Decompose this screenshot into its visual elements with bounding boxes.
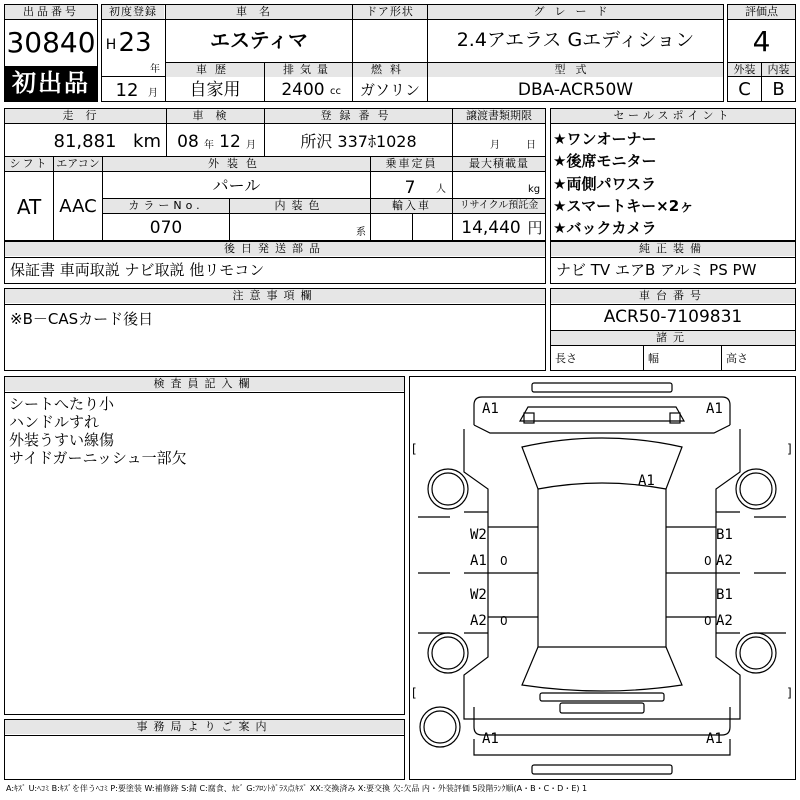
dims-label: 諸元 xyxy=(551,331,795,345)
displacement-label: 排気量 xyxy=(265,63,352,77)
first-reg-month: 12 xyxy=(115,80,139,101)
inspector-line-3: 外装うすい線傷 xyxy=(9,431,115,449)
fuel: ガソリン xyxy=(359,81,420,99)
legend: A:ｷｽﾞ U:ﾍｺﾐ B:ｷｽﾞを伴うﾍｺﾐ P:要塗装 W:補修跡 S:錆 C:腐食、ｶﾋﾞ G:ﾌﾛﾝﾄｶﾞﾗｽ点ｷｽﾞ XX:交換済み X:要交換 欠:欠品 内・外装評価 5段階ﾗﾝｸ順(A・B・C・D・E) 1 xyxy=(6,784,588,793)
svg-text:0: 0 xyxy=(704,614,712,628)
sales-point-2: ★後席モニター xyxy=(553,152,657,170)
mark-left-front-door-1: W2 xyxy=(470,527,487,543)
svg-text:]: ] xyxy=(787,442,792,456)
chassis-number: ACR50-7109831 xyxy=(603,307,743,327)
exterior-label: 外装 xyxy=(728,63,761,77)
maxload-unit: kg xyxy=(528,184,541,195)
interior-label: 内装 xyxy=(762,63,795,77)
grade-label: グレード xyxy=(428,5,723,19)
car-outline-svg xyxy=(410,377,795,779)
interior-color-label: 内装色 xyxy=(230,199,370,213)
mark-roof: A1 xyxy=(638,473,655,489)
notes-value: ※B－CASカード後日 xyxy=(10,310,154,328)
length-label: 長さ xyxy=(555,352,577,365)
interior-grade: B xyxy=(772,79,785,100)
inspection-year-unit: 年 xyxy=(204,140,214,151)
sales-point-4: ★スマートキー×2ヶ xyxy=(553,197,695,215)
plate-label: 登録番号 xyxy=(265,109,452,123)
recycle-label: リサイクル預託金 xyxy=(453,199,545,213)
model-code: DBA-ACR50W xyxy=(517,80,634,100)
sales-points-label: セールスポイント xyxy=(551,109,795,123)
car-name-label: 車名 xyxy=(166,5,352,19)
svg-text:]: ] xyxy=(787,686,792,700)
mileage-unit: km xyxy=(133,131,161,152)
svg-text:0: 0 xyxy=(500,614,508,628)
color-no: 070 xyxy=(149,218,183,238)
inspector-line-2: ハンドルすれ xyxy=(9,413,100,431)
mark-right-rear-door-1: B1 xyxy=(716,587,733,603)
capacity-unit: 人 xyxy=(436,184,446,195)
mark-left-front-door-2: A1 xyxy=(470,553,487,569)
displacement-unit: cc xyxy=(330,86,341,97)
displacement: 2400 xyxy=(281,80,325,100)
mark-right-rear-door-2: A2 xyxy=(716,613,733,629)
month-unit: 月 xyxy=(148,88,158,99)
first-reg-label: 初度登録 xyxy=(102,5,164,19)
svg-text:0: 0 xyxy=(500,554,508,568)
year-unit: 年 xyxy=(150,64,160,75)
inspector-label: 検査員記入欄 xyxy=(5,377,404,391)
shift-label: シフト xyxy=(5,157,53,171)
mark-rear-left: A1 xyxy=(482,731,499,747)
grade: 2.4アエラス Gエディション xyxy=(456,29,695,51)
history: 自家用 xyxy=(189,80,241,100)
equipment-value: ナビ TV エアB アルミ PS PW xyxy=(556,261,757,279)
width-label: 幅 xyxy=(648,352,659,365)
office-label: 事務局よりご案内 xyxy=(5,720,404,734)
score-label: 評価点 xyxy=(728,5,795,19)
svg-text:[: [ xyxy=(412,686,417,700)
notes-label: 注意事項欄 xyxy=(5,289,545,303)
mileage: 81,881 xyxy=(53,131,117,152)
mark-right-front-door-2: A2 xyxy=(716,553,733,569)
mileage-label: 走行 xyxy=(5,109,166,123)
inspection-year: 08 xyxy=(177,132,199,152)
shift: AT xyxy=(16,195,42,219)
history-label: 車歴 xyxy=(166,63,264,77)
later-parts-label: 後日発送部品 xyxy=(5,242,545,256)
mark-front-right: A1 xyxy=(706,401,723,417)
ac: AAC xyxy=(59,196,97,217)
ac-label: エアコン xyxy=(54,157,102,171)
inspector-line-4: サイドガーニッシュ一部欠 xyxy=(9,449,187,467)
equipment-label: 純正装備 xyxy=(551,242,795,256)
model-label: 型式 xyxy=(428,63,723,77)
era: H xyxy=(105,37,117,53)
mark-left-rear-door-1: W2 xyxy=(470,587,487,603)
mark-front-left: A1 xyxy=(482,401,499,417)
color-label: 外装色 xyxy=(103,157,370,171)
svg-text:[: [ xyxy=(412,442,417,456)
mark-rear-right: A1 xyxy=(706,731,723,747)
capacity-label: 乗車定員 xyxy=(371,157,452,171)
color-no-label: カラーNo. xyxy=(103,199,229,213)
year: 23 xyxy=(118,28,152,58)
lot-number: 30840 xyxy=(6,26,96,59)
sales-point-3: ★両側パワスラ xyxy=(553,175,656,193)
height-label: 高さ xyxy=(726,352,748,365)
exterior-grade: C xyxy=(738,79,751,100)
recycle-unit: 円 xyxy=(527,219,543,237)
recycle-fee: 14,440 xyxy=(461,218,521,238)
inspection-label: 車検 xyxy=(167,109,264,123)
transfer-day-unit: 日 xyxy=(526,140,536,151)
interior-color-unit: 系 xyxy=(356,227,366,238)
inspector-line-1: シートへたり小 xyxy=(9,395,115,413)
transfer-month-unit: 月 xyxy=(490,140,500,151)
car-diagram xyxy=(409,376,796,780)
capacity: 7 xyxy=(404,178,416,198)
sales-point-5: ★バックカメラ xyxy=(553,219,657,237)
score: 4 xyxy=(752,25,771,58)
sales-point-1: ★ワンオーナー xyxy=(553,130,657,148)
maxload-label: 最大積載量 xyxy=(453,157,545,171)
car-name: エスティマ xyxy=(210,28,308,52)
inspection-month-unit: 月 xyxy=(246,140,256,151)
import-label: 輸入車 xyxy=(371,199,452,213)
color: パール xyxy=(212,176,261,195)
plate: 所沢 337ﾎ1028 xyxy=(300,132,417,151)
later-parts-value: 保証書 車両取説 ナビ取説 他リモコン xyxy=(10,261,265,279)
inspection-month: 12 xyxy=(219,132,241,152)
chassis-label: 車台番号 xyxy=(551,289,795,303)
svg-text:0: 0 xyxy=(704,554,712,568)
mark-left-rear-door-2: A2 xyxy=(470,613,487,629)
door-label: ドア形状 xyxy=(353,5,427,19)
lot-label: 出品番号 xyxy=(5,5,97,19)
mark-right-front-door-1: B1 xyxy=(716,527,733,543)
fuel-label: 燃料 xyxy=(353,63,427,77)
transfer-label: 譲渡書類期限 xyxy=(453,109,545,123)
first-listing-text: 初出品 xyxy=(12,69,90,97)
